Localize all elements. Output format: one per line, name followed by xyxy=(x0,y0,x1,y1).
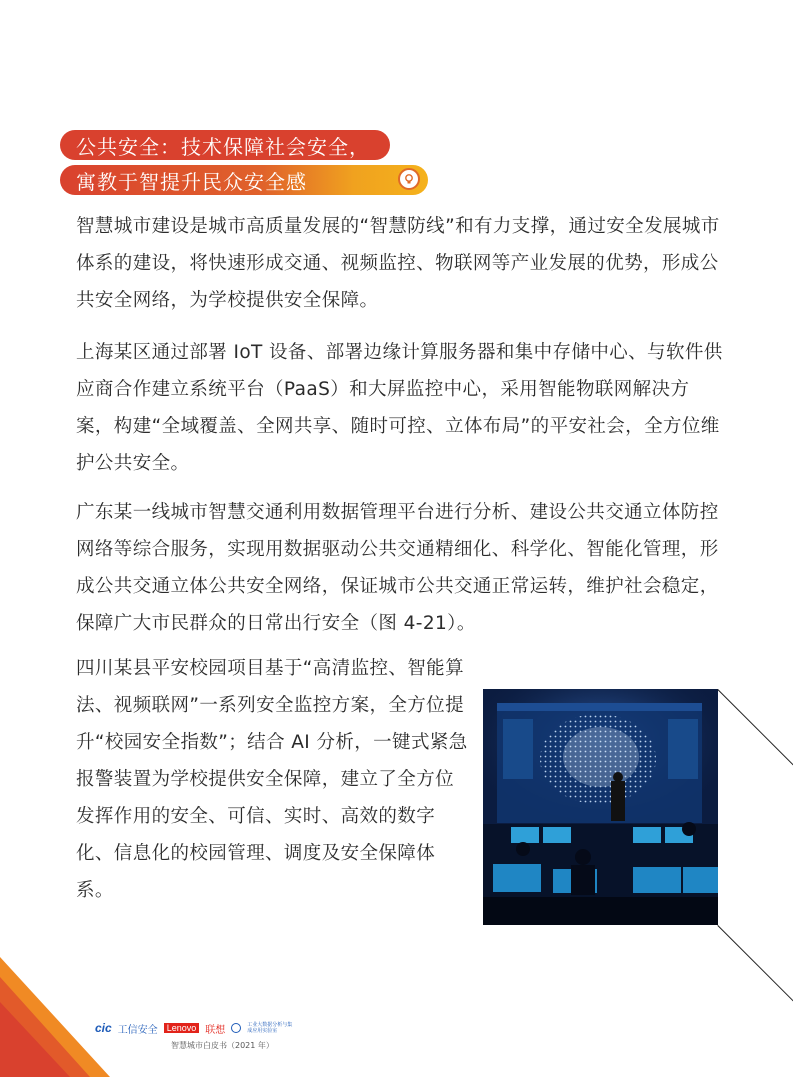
caict-logo-icon xyxy=(231,1023,241,1033)
section-heading-line1 xyxy=(60,130,390,160)
lightbulb-badge-icon xyxy=(398,168,420,190)
decorative-line-bottom xyxy=(717,925,793,1005)
section-heading-line2 xyxy=(60,165,428,195)
corner-decoration xyxy=(0,957,120,1077)
dots-arrow-icon xyxy=(428,178,476,182)
control-room-photo xyxy=(483,689,718,925)
paragraph-intro: 智慧城市建设是城市高质量发展的“智慧防线”和有力支撑，通过安全发展城市体系的建设，将快速形成交通、视频监控、物联网等产业发展的优势，形成公共安全网络，为学校提供安全保障。 xyxy=(76,216,720,311)
cic-logo-cn: 工信安全 xyxy=(117,1024,158,1036)
section-heading-line2-text: 寓教于智提升民众安全感 xyxy=(76,169,307,194)
decorative-line-top xyxy=(717,689,793,769)
paragraph-guangdong: 广东某一线城市智慧交通利用数据管理平台进行分析、建设公共交通立体防控网络等综合服务，实现用数据驱动公共交通精细化、科学化、智能化管理，形成公共交通立体公共安全网络，保证城市公共交通正常运转，维护社会稳定，保障广大市民群众的日常出行安全（图 4-21）。 xyxy=(76,502,719,634)
section-heading-line1-text: 公共安全：技术保障社会安全， xyxy=(76,134,370,159)
footer-logos xyxy=(95,1020,295,1036)
lenovo-logo: Lenovo xyxy=(164,1023,200,1033)
paragraph-shanghai: 上海某区通过部署 IoT 设备、部署边缘计算服务器和集中存储中心、与软件供应商合作建立系统平台（PaaS）和大屏监控中心，采用智能物联网解决方案，构建“全域覆盖、全网共享、随时可控、立体布局”的平安社会，全方位维护公共安全。 xyxy=(76,342,723,474)
lenovo-logo-cn: 联想 xyxy=(205,1024,226,1036)
paragraph-sichuan: 四川某县平安校园项目基于“高清监控、智能算法、视频联网”一系列安全监控方案，全方位提升“校园安全指数”；结合 AI 分析，一键式紧急报警装置为学校提供安全保障，建立了全方位发挥作用的安全、可信、实时、高效的数字化、信息化的校园管理、调度及安全保障体系。 xyxy=(76,658,468,901)
caict-logo-text: 工业大数据分析与集成应用实验室 xyxy=(247,1022,293,1034)
page-number: 55 xyxy=(67,995,85,1012)
cic-logo: cic xyxy=(95,1021,112,1035)
footer-document-title: 智慧城市白皮书（2021 年） xyxy=(171,1041,274,1050)
